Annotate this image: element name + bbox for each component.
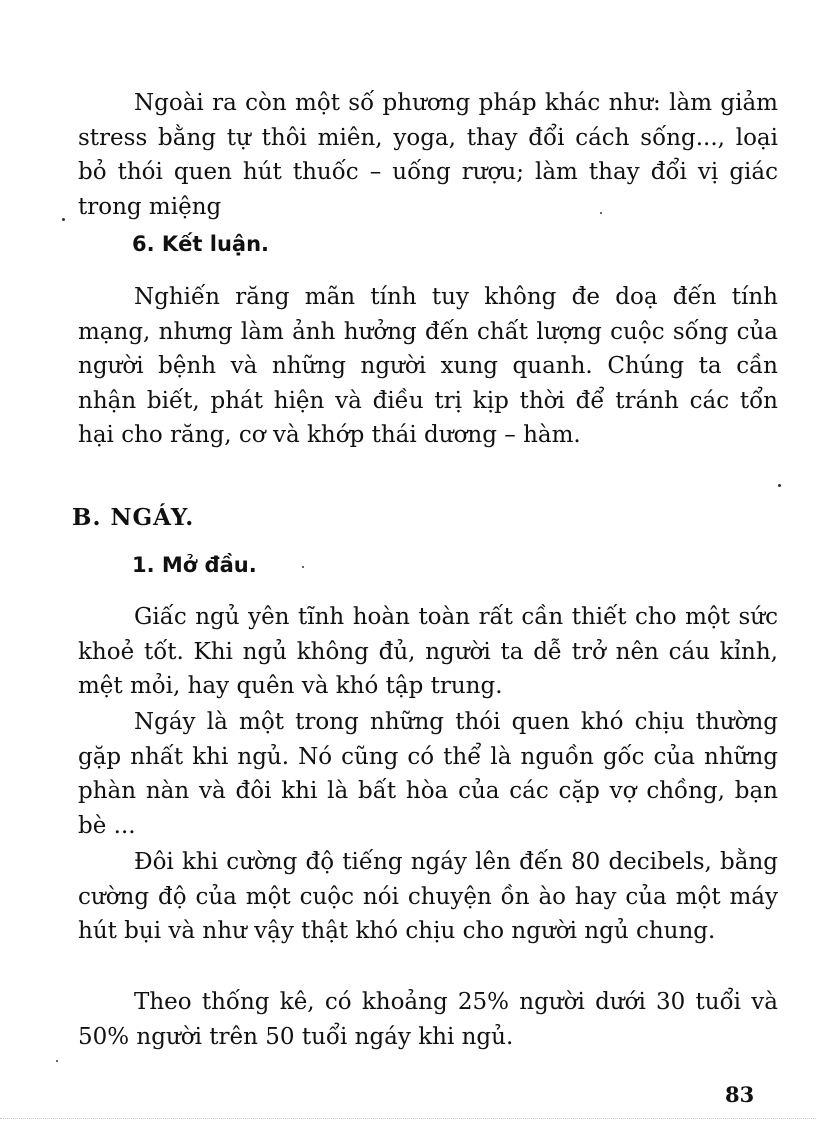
heading-conclusion: 6. Kết luận. bbox=[132, 232, 270, 256]
scan-speck bbox=[56, 1060, 58, 1062]
paragraph-text: Theo thống kê, có khoảng 25% người dưới 30 tuổi và 50% người trên 50 tuổi ngáy khi ngủ. bbox=[78, 989, 778, 1050]
scan-speck bbox=[302, 566, 304, 568]
scan-speck bbox=[600, 212, 602, 214]
paragraph-statistics bbox=[78, 985, 778, 1054]
heading-section-b: B. NGÁY. bbox=[72, 504, 195, 531]
page-edge bbox=[0, 1118, 816, 1120]
paragraph-text: Ngáy là một trong những thói quen khó chịu thường gặp nhất khi ngủ. Nó cũng có thể là nguồn gốc của những phàn nàn và đôi khi là bất hòa của các cặp vợ chồng, bạn bè ... bbox=[78, 709, 778, 839]
scan-speck bbox=[778, 484, 781, 487]
paragraph-text: Nghiến răng mãn tính tuy không đe doạ đến tính mạng, nhưng làm ảnh hưởng đến chất lượng cuộc sống của người bệnh và những người xung quanh. Chúng ta cần nhận biết, phát hiện và điều trị kịp thời để tránh các tổn hại cho răng, cơ và khớp thái dương – hàm. bbox=[78, 284, 778, 448]
scan-speck bbox=[62, 218, 65, 221]
page-number: 83 bbox=[725, 1082, 755, 1107]
paragraph-snoring-intensity bbox=[78, 845, 778, 949]
paragraph-text: Ngoài ra còn một số phương pháp khác như: làm giảm stress bằng tự thôi miên, yoga, thay đổi cách sống..., loại bỏ thói quen hút thuốc – uống rượu; làm thay đổi vị giác trong miệng bbox=[78, 90, 778, 220]
paragraph-snoring-habit bbox=[78, 705, 778, 843]
paragraph-text: Đôi khi cường độ tiếng ngáy lên đến 80 decibels, bằng cường độ của một cuộc nói chuyện ồn ào hay của một máy hút bụi và như vậy thật khó chịu cho người ngủ chung. bbox=[78, 849, 778, 944]
paragraph-text: Giấc ngủ yên tĩnh hoàn toàn rất cần thiết cho một sức khoẻ tốt. Khi ngủ không đủ, người ta dễ trở nên cáu kỉnh, mệt mỏi, hay quên và khó tập trung. bbox=[78, 604, 778, 699]
paragraph-other-methods bbox=[78, 86, 778, 224]
heading-intro: 1. Mở đầu. bbox=[132, 553, 257, 577]
paragraph-conclusion bbox=[78, 280, 778, 453]
paragraph-sleep bbox=[78, 600, 778, 704]
